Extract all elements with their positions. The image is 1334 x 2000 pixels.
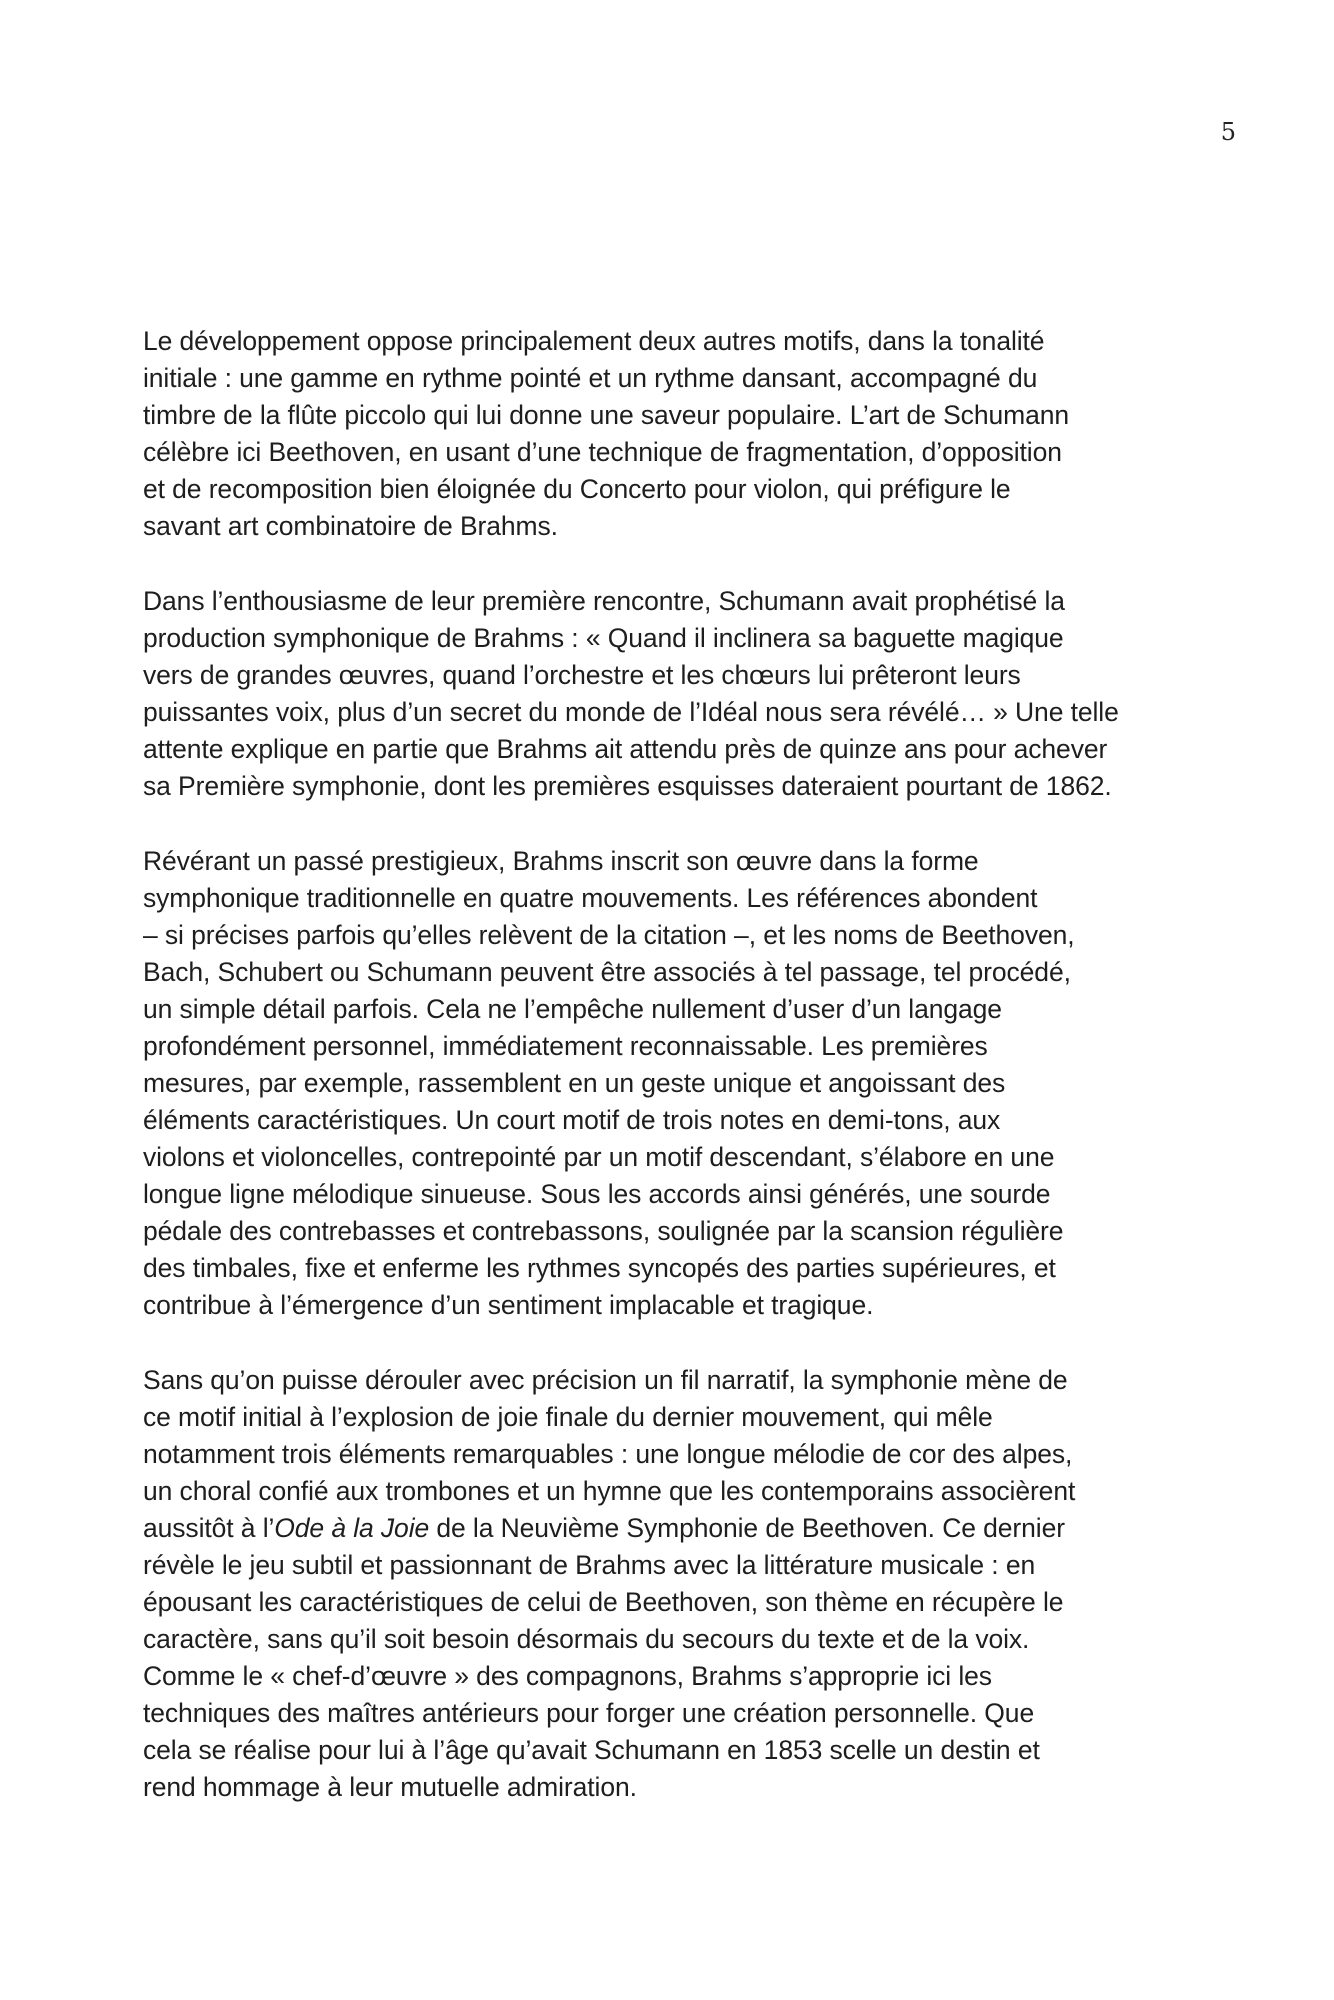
text-line: rend hommage à leur mutuelle admiration. xyxy=(143,1772,637,1802)
text-line: Sans qu’on puisse dérouler avec précision un fil narratif, la symphonie mène de xyxy=(143,1365,1068,1395)
text-line: timbre de la flûte piccolo qui lui donne une saveur populaire. L’art de Schumann xyxy=(143,400,1069,430)
line-end: de la Neuvième Symphonie de Beethoven. Ce dernier xyxy=(429,1513,1065,1543)
paragraph-2 xyxy=(143,583,1193,805)
text-line: Bach, Schubert ou Schumann peuvent être associés à tel passage, tel procédé, xyxy=(143,957,1071,987)
text-line: cela se réalise pour lui à l’âge qu’avait Schumann en 1853 scelle un destin et xyxy=(143,1735,1040,1765)
paragraph-1 xyxy=(143,323,1193,545)
text-line: Comme le « chef-d’œuvre » des compagnons, Brahms s’approprie ici les xyxy=(143,1661,992,1691)
text-body xyxy=(143,323,1193,1844)
text-line: symphonique traditionnelle en quatre mouvements. Les références abondent xyxy=(143,883,1038,913)
text-line: initiale : une gamme en rythme pointé et un rythme dansant, accompagné du xyxy=(143,363,1038,393)
text-line: célèbre ici Beethoven, en usant d’une technique de fragmentation, d’opposition xyxy=(143,437,1062,467)
text-line: Révérant un passé prestigieux, Brahms inscrit son œuvre dans la forme xyxy=(143,846,979,876)
text-line: contribue à l’émergence d’un sentiment implacable et tragique. xyxy=(143,1290,874,1320)
text-line: profondément personnel, immédiatement reconnaissable. Les premières xyxy=(143,1031,988,1061)
text-line: éléments caractéristiques. Un court motif de trois notes en demi-tons, aux xyxy=(143,1105,1001,1135)
text-line: caractère, sans qu’il soit besoin désormais du secours du texte et de la voix. xyxy=(143,1624,1030,1654)
paragraph-3 xyxy=(143,843,1193,1324)
text-line: Le développement oppose principalement deux autres motifs, dans la tonalité xyxy=(143,326,1045,356)
text-line: notamment trois éléments remarquables : une longue mélodie de cor des alpes, xyxy=(143,1439,1073,1469)
text-line: mesures, par exemple, rassemblent en un geste unique et angoissant des xyxy=(143,1068,1006,1098)
text-line: un simple détail parfois. Cela ne l’empêche nullement d’user d’un langage xyxy=(143,994,1002,1024)
text-line: savant art combinatoire de Brahms. xyxy=(143,511,558,541)
page-number: 5 xyxy=(1220,118,1236,146)
text-line: techniques des maîtres antérieurs pour forger une création personnelle. Que xyxy=(143,1698,1035,1728)
text-line: puissantes voix, plus d’un secret du monde de l’Idéal nous sera révélé… » Une telle xyxy=(143,697,1119,727)
text-line: pédale des contrebasses et contrebassons, soulignée par la scansion régulière xyxy=(143,1216,1064,1246)
text-line: des timbales, fixe et enferme les rythmes syncopés des parties supérieures, et xyxy=(143,1253,1056,1283)
work-title: Ode à la Joie xyxy=(274,1513,430,1543)
text-line: production symphonique de Brahms : « Quand il inclinera sa baguette magique xyxy=(143,623,1064,653)
text-line: et de recomposition bien éloignée du Concerto pour violon, qui préfigure le xyxy=(143,474,1011,504)
text-line: attente explique en partie que Brahms ait attendu près de quinze ans pour achever xyxy=(143,734,1108,764)
text-line-with-title xyxy=(143,1510,1193,1547)
text-line: épousant les caractéristiques de celui de Beethoven, son thème en récupère le xyxy=(143,1587,1064,1617)
paragraph-4 xyxy=(143,1362,1193,1806)
text-line: Dans l’enthousiasme de leur première rencontre, Schumann avait prophétisé la xyxy=(143,586,1065,616)
text-line: vers de grandes œuvres, quand l’orchestre et les chœurs lui prêteront leurs xyxy=(143,660,1021,690)
text-line: un choral confié aux trombones et un hymne que les contemporains associèrent xyxy=(143,1476,1076,1506)
text-line: sa Première symphonie, dont les premières esquisses dateraient pourtant de 1862. xyxy=(143,771,1112,801)
text-line: longue ligne mélodique sinueuse. Sous les accords ainsi générés, une sourde xyxy=(143,1179,1051,1209)
text-line: violons et violoncelles, contrepointé par un motif descendant, s’élabore en une xyxy=(143,1142,1055,1172)
line-start: aussitôt à l’ xyxy=(143,1513,275,1543)
text-line: – si précises parfois qu’elles relèvent de la citation –, et les noms de Beethoven, xyxy=(143,920,1075,950)
text-line: ce motif initial à l’explosion de joie finale du dernier mouvement, qui mêle xyxy=(143,1402,993,1432)
text-line: révèle le jeu subtil et passionnant de Brahms avec la littérature musicale : en xyxy=(143,1550,1036,1580)
